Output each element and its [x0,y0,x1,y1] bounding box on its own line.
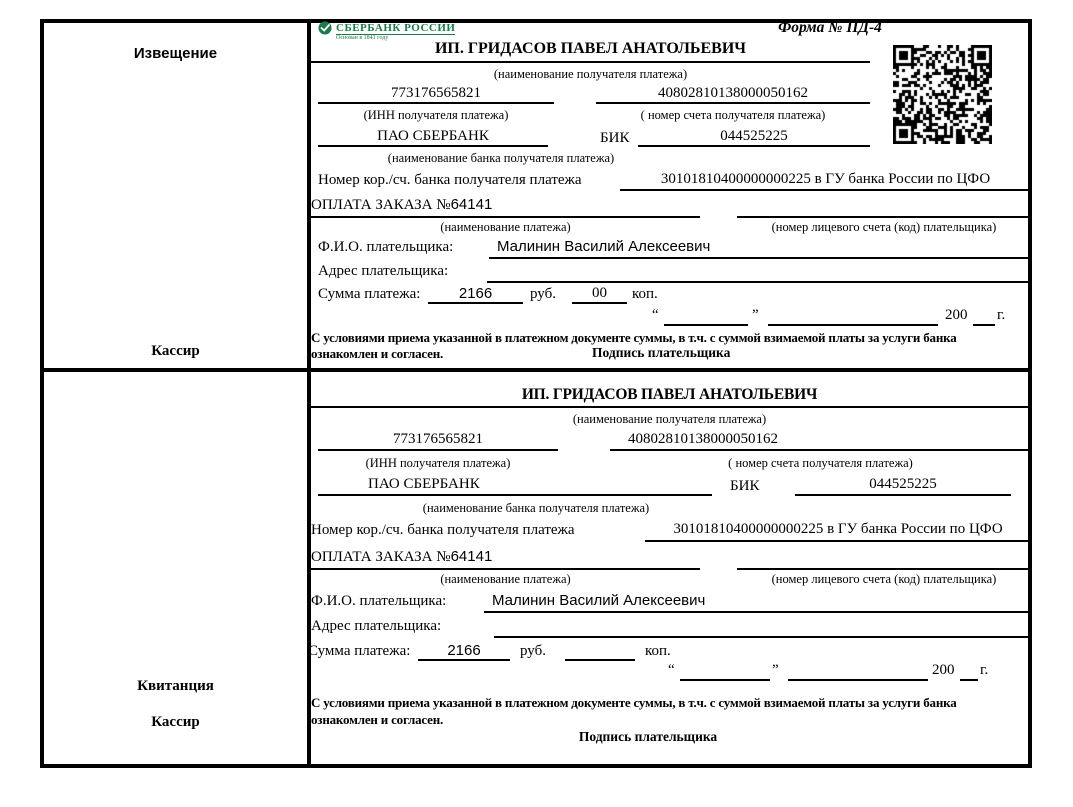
bik-value: 044525225 [638,128,870,147]
form-number-label: Форма № ПД-4 [778,19,882,36]
payer-name-value: Малинин Василий Алексеевич [497,238,711,255]
date-year-prefix-2: 200 [932,662,955,678]
signature-label-2: Подпись плательщика [578,729,718,744]
agreement-line2: ознакомлен и согласен. [311,346,444,361]
account-hint: ( номер счета получателя платежа) [640,108,826,122]
date-day-underline [664,324,748,326]
bank-name-value: ПАО СБЕРБАНК [318,128,548,147]
order-number-value: 64141 [450,196,493,213]
kop-label: коп. [632,286,658,302]
inn-hint-2: (ИНН получателя платежа) [365,456,511,470]
amount-label-2: Сумма платежа: [308,643,411,659]
inn-value-2: 773176565821 [318,431,558,451]
date-month-underline-2 [788,679,928,681]
bank-name-hint-2: (наименование банка получателя платежа) [422,501,650,515]
recipient-name-hint: (наименование получателя платежа) [493,67,688,81]
rub-label-2: руб. [520,643,546,659]
date-year-suffix: г. [997,307,1006,323]
personal-account-hint-2: (номер лицевого счета (код) плательщика) [771,572,997,586]
rub-label: руб. [530,286,556,302]
payment-purpose-label: ОПЛАТА ЗАКАЗА № [311,197,451,213]
account-value: 40802810138000050162 [596,85,870,104]
date-year-suffix-2: г. [980,662,989,678]
date-quote-close-2: ” [772,662,779,678]
qr-code [893,45,992,144]
bik-value-2: 044525225 [795,476,1011,496]
personal-account-underline [737,216,1031,218]
corr-account-label-2: Номер кор./сч. банка получателя платежа [311,522,575,538]
payer-address-underline-2 [494,636,1031,638]
section1-side-label: Извещение [133,45,218,62]
payer-name-underline [489,257,1031,259]
date-quote-close: ” [752,307,759,323]
bank-name-hint: (наименование банка получателя платежа) [387,151,615,165]
corr-account-label: Номер кор./сч. банка получателя платежа [318,172,582,188]
personal-account-underline-2 [737,568,1031,570]
amount-rub-value-2: 2166 [418,642,510,661]
amount-rub-value: 2166 [428,285,523,304]
payer-name-label: Ф.И.О. плательщика: [318,239,454,255]
date-year-prefix: 200 [945,307,968,323]
agreement-line1-2: С условиями приема указанной в платежном документе суммы, в т.ч. с суммой взимаемой платы за услуги банка [311,695,957,710]
recipient-name-hint-2: (наименование получателя платежа) [572,412,767,426]
recipient-name-2: ИП. ГРИДАСОВ ПАВЕЛ АНАТОЛЬЕВИЧ [311,386,1028,408]
payer-name-value-2: Малинин Василий Алексеевич [492,592,706,609]
payment-purpose-2 [311,548,492,566]
bik-label-2: БИК [730,478,760,494]
amount-label: Сумма платежа: [318,286,421,302]
corr-account-value: 30101810400000000225 в ГУ банка России по ЦФО [620,171,1031,191]
amount-kop-value: 00 [572,285,627,304]
date-day-underline-2 [680,679,770,681]
section2-cashier-label: Кассир [151,714,200,730]
payment-purpose [311,196,492,214]
payer-address-underline [487,281,1031,283]
section2-side-label: Квитанция [137,678,214,694]
payment-purpose-label-2: ОПЛАТА ЗАКАЗА № [311,549,451,565]
payer-address-label: Адрес плательщика: [318,263,449,279]
kop-label-2: коп. [645,643,671,659]
personal-account-hint: (номер лицевого счета (код) плательщика) [771,220,997,234]
payment-name-underline [311,216,700,218]
sberbank-logo-icon [318,21,332,35]
sberbank-logo [318,21,455,41]
date-month-underline [768,324,938,326]
inn-value: 773176565821 [318,85,554,104]
agreement-line1: С условиями приема указанной в платежном документе суммы, в т.ч. с суммой взимаемой платы за услуги банка [311,330,957,345]
section-divider-line [40,368,1032,372]
corr-account-value-2: 30101810400000000225 в ГУ банка России по ЦФО [645,521,1031,542]
payment-name-underline-2 [311,568,700,570]
inn-hint: (ИНН получателя платежа) [363,108,509,122]
payer-name-label-2: Ф.И.О. плательщика: [311,593,447,609]
date-quote-open: “ [652,307,659,323]
signature-label: Подпись плательщика [592,345,731,360]
sberbank-brand-text: СБЕРБАНК РОССИИ [336,21,456,34]
payment-name-hint: (наименование платежа) [440,220,571,234]
payer-address-label-2: Адрес плательщика: [311,618,442,634]
date-year-underline [973,324,995,326]
date-year-underline-2 [960,679,978,681]
bank-name-value-2: ПАО СБЕРБАНК [318,476,712,496]
agreement-line2-2: ознакомлен и согласен. [311,712,444,727]
recipient-name: ИП. ГРИДАСОВ ПАВЕЛ АНАТОЛЬЕВИЧ [311,40,870,63]
payment-name-hint-2: (наименование платежа) [440,572,571,586]
payer-name-underline-2 [484,611,1031,613]
date-quote-open-2: “ [668,662,675,678]
amount-kop-value-2 [565,642,635,661]
section1-cashier-label: Кассир [151,343,200,359]
sberbank-tagline: Основан в 1841 году [336,35,389,41]
order-number-value-2: 64141 [450,548,493,565]
bik-label: БИК [600,130,630,146]
account-hint-2: ( номер счета получателя платежа) [728,456,913,470]
account-value-2: 40802810138000050162 [610,431,1031,451]
